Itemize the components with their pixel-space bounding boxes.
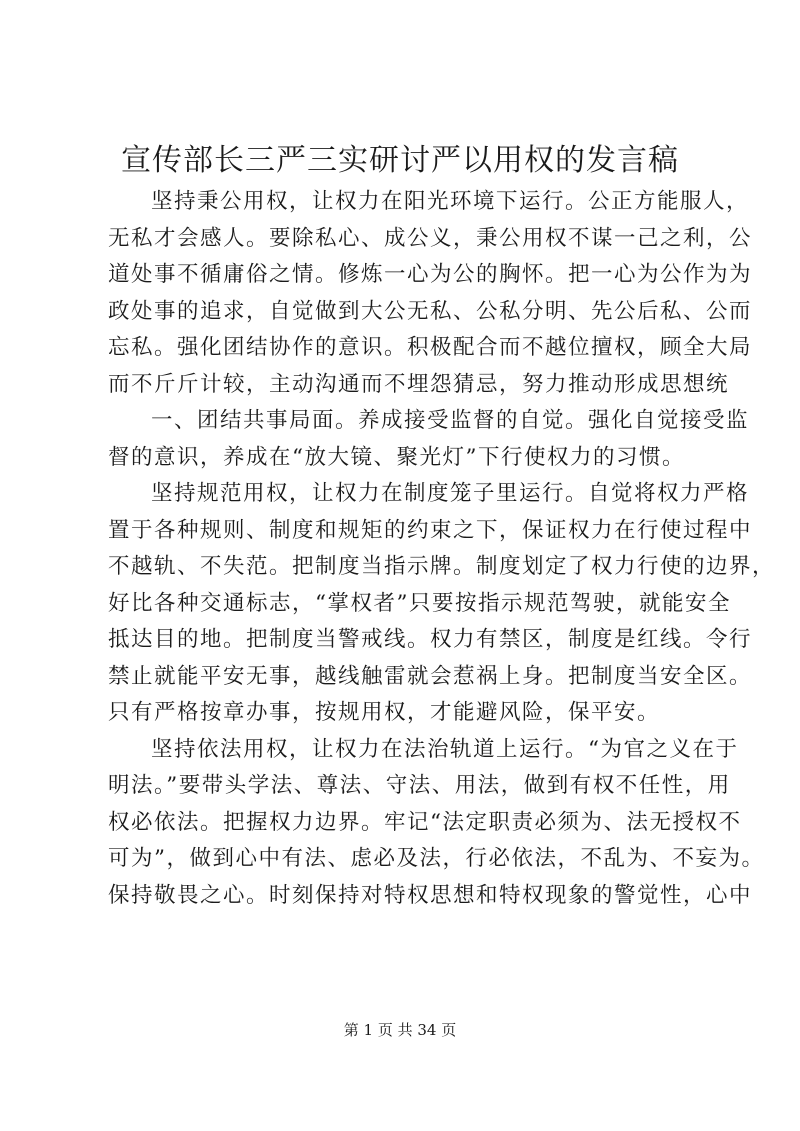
text-line: 不越轨、不失范。把制度当指示牌。制度划定了权力行使的边界， bbox=[108, 554, 776, 579]
text-line: 可为”，做到心中有法、虑必及法，行必依法，不乱为、不妄为。 bbox=[108, 846, 765, 871]
text-line: 道处事不循庸俗之情。修炼一心为公的胸怀。把一心为公作为为 bbox=[108, 262, 753, 287]
text-line: 无私才会感人。要除私心、成公义，秉公用权不谋一己之利，公 bbox=[108, 225, 753, 251]
text-line: 督的意识，养成在“放大镜、聚光灯”下行使权力的习惯。 bbox=[108, 444, 685, 470]
text-line: 只有严格按章办事，按规用权，才能避风险，保平安。 bbox=[108, 700, 661, 725]
text-line: 一、团结共事局面。养成接受监督的自觉。强化自觉接受监 bbox=[151, 408, 750, 433]
page-number-footer: 第 1 页 共 34 页 bbox=[343, 1021, 457, 1039]
text-line: 忘私。强化团结协作的意识。积极配合而不越位擅权，顾全大局 bbox=[108, 335, 753, 360]
text-line: 坚持规范用权，让权力在制度笼子里运行。自觉将权力严格 bbox=[151, 481, 750, 506]
text-line: 抵达目的地。把制度当警戒线。权力有禁区，制度是红线。令行 bbox=[108, 627, 753, 652]
text-line: 而不斤斤计较，主动沟通而不埋怨猜忌，努力推动形成思想统 bbox=[108, 371, 730, 397]
text-line: 保持敬畏之心。时刻保持对特权思想和特权现象的警觉性，心中 bbox=[108, 882, 753, 908]
text-line: 坚持秉公用权，让权力在阳光环境下运行。公正方能服人， bbox=[151, 189, 750, 214]
text-line: 置于各种规则、制度和规矩的约束之下，保证权力在行使过程中 bbox=[108, 517, 753, 543]
text-line: 政处事的追求，自觉做到大公无私、公私分明、先公后私、公而 bbox=[108, 298, 753, 324]
document-title: 宣传部长三严三实研讨严以用权的发言稿 bbox=[121, 143, 679, 178]
text-line: 坚持依法用权，让权力在法治轨道上运行。“为官之义在于 bbox=[151, 736, 739, 762]
text-line: 明法。”要带头学法、尊法、守法、用法，做到有权不任性，用 bbox=[108, 773, 731, 798]
document-body bbox=[108, 184, 776, 914]
text-line: 禁止就能平安无事，越线触雷就会惹祸上身。把制度当安全区。 bbox=[108, 663, 753, 689]
text-line: 好比各种交通标志，“掌权者”只要按指示规范驾驶，就能安全 bbox=[108, 590, 731, 616]
text-line: 权必依法。把握权力边界。牢记“法定职责必须为、法无授权不 bbox=[108, 809, 742, 835]
